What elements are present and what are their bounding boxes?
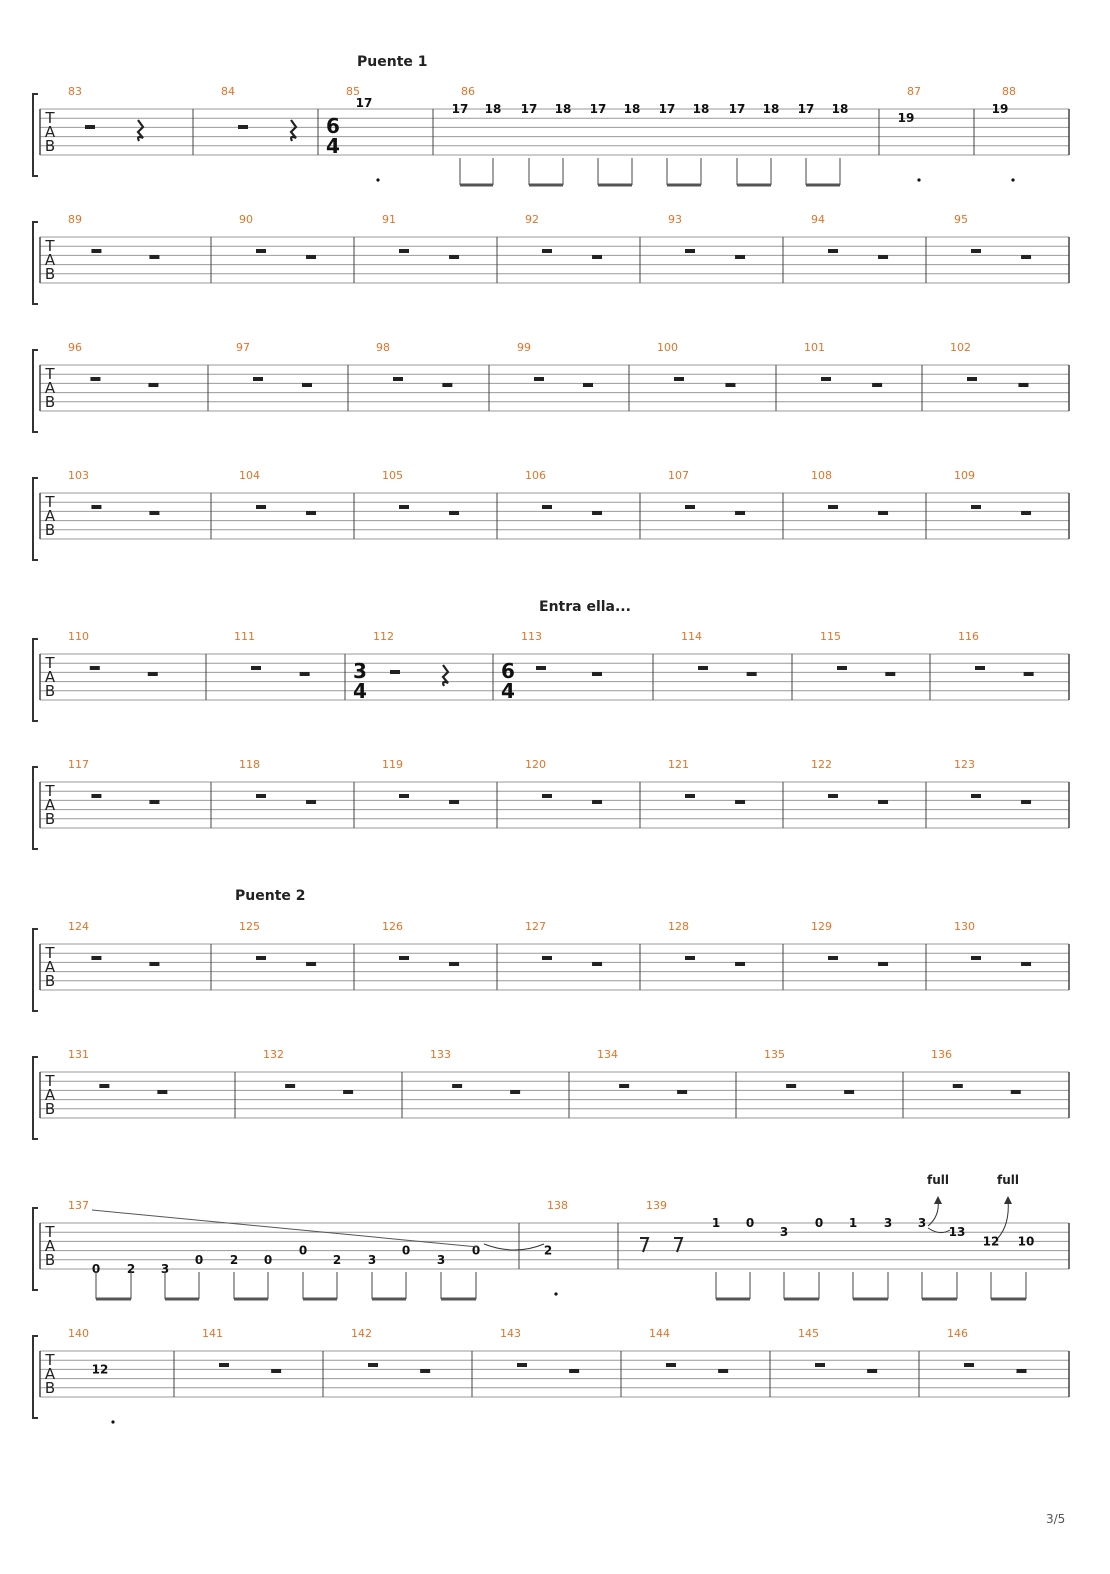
half-rest: [583, 383, 593, 387]
measure-number: 90: [239, 213, 253, 226]
fret-number: 0: [263, 1252, 273, 1267]
half-rest: [251, 666, 261, 670]
time-signature-numerator: 6: [501, 659, 515, 683]
measure-number: 89: [68, 213, 82, 226]
measure-number: 104: [239, 469, 260, 482]
system-bracket: [33, 94, 38, 176]
half-rest: [971, 794, 981, 798]
rhythm-dot: [1011, 178, 1014, 181]
half-rest: [592, 800, 602, 804]
section-label-puente-2: Puente 2: [235, 888, 306, 904]
half-rest: [872, 383, 882, 387]
measure-number: 86: [461, 85, 475, 98]
fret-number: 10: [1017, 1234, 1035, 1249]
half-rest: [685, 956, 695, 960]
tab-clef-letter: T: [45, 493, 55, 511]
measure-number: 115: [820, 630, 841, 643]
half-rest: [449, 800, 459, 804]
measure-number: 134: [597, 1048, 618, 1061]
half-rest: [828, 794, 838, 798]
fret-number: 2: [229, 1252, 239, 1267]
fret-number: 19: [897, 111, 915, 126]
system-bracket: [33, 478, 38, 560]
half-rest: [786, 1084, 796, 1088]
half-rest: [302, 383, 312, 387]
measure-number: 97: [236, 341, 250, 354]
measure-number: 144: [649, 1327, 670, 1340]
system-bracket: [33, 222, 38, 304]
fret-number: 0: [298, 1243, 308, 1258]
half-rest: [306, 255, 316, 259]
time-signature-numerator: 3: [353, 659, 367, 683]
fret-number: 18: [831, 102, 849, 116]
system-bracket: [33, 1208, 38, 1290]
half-rest: [735, 255, 745, 259]
half-rest: [449, 511, 459, 515]
half-rest: [837, 666, 847, 670]
measure-number: 85: [346, 85, 360, 98]
half-rest: [878, 800, 888, 804]
tab-clef-letter: A: [44, 123, 56, 141]
tab-clef-letter: A: [44, 507, 56, 525]
fret-number: 18: [484, 102, 502, 116]
half-rest: [442, 383, 452, 387]
measure-number: 141: [202, 1327, 223, 1340]
half-rest: [306, 800, 316, 804]
fret-number: 12: [982, 1234, 1000, 1249]
measure-number: 91: [382, 213, 396, 226]
measure-number: 114: [681, 630, 702, 643]
fret-number: 0: [194, 1252, 204, 1267]
half-rest: [674, 377, 684, 381]
half-rest: [1021, 255, 1031, 259]
half-rest: [1021, 511, 1031, 515]
time-signature-numerator: 6: [326, 114, 340, 138]
fret-number: 0: [814, 1216, 824, 1230]
fret-number: 2: [543, 1243, 553, 1258]
half-rest: [256, 794, 266, 798]
eighth-rest: [640, 1238, 648, 1252]
quarter-rest: [443, 665, 448, 686]
half-rest: [256, 249, 266, 253]
measure-number: 145: [798, 1327, 819, 1340]
measure-number: 120: [525, 758, 546, 771]
fret-number: 0: [401, 1243, 411, 1258]
fret-number: 18: [762, 102, 780, 116]
measure-number: 92: [525, 213, 539, 226]
half-rest: [878, 962, 888, 966]
half-rest: [1017, 1369, 1027, 1373]
half-rest: [420, 1369, 430, 1373]
half-rest: [592, 962, 602, 966]
half-rest: [821, 377, 831, 381]
half-rest: [878, 511, 888, 515]
measure-number: 113: [521, 630, 542, 643]
half-rest: [698, 666, 708, 670]
fret-number: 0: [745, 1216, 755, 1230]
half-rest: [90, 666, 100, 670]
bend-arrowhead: [934, 1196, 942, 1204]
tab-clef-letter: B: [44, 972, 56, 990]
half-rest: [953, 1084, 963, 1088]
measure-number: 96: [68, 341, 82, 354]
half-rest: [148, 672, 158, 676]
fret-number: 17: [589, 102, 607, 116]
half-rest: [685, 249, 695, 253]
half-rest: [542, 956, 552, 960]
tab-clef-letter: A: [44, 379, 56, 397]
fret-number: 1: [848, 1216, 858, 1230]
half-rest: [844, 1090, 854, 1094]
half-rest: [592, 511, 602, 515]
tab-clef-letter: B: [44, 1100, 56, 1118]
measure-number: 121: [668, 758, 689, 771]
measure-number: 103: [68, 469, 89, 482]
half-rest: [99, 1084, 109, 1088]
tab-clef-letter: T: [45, 1223, 55, 1241]
tab-clef-letter: B: [44, 393, 56, 411]
half-rest: [343, 1090, 353, 1094]
measure-number: 94: [811, 213, 825, 226]
system-bracket: [33, 1057, 38, 1139]
tab-clef-letter: A: [44, 1365, 56, 1383]
tab-clef-letter: B: [44, 137, 56, 155]
measure-number: 123: [954, 758, 975, 771]
half-rest: [1011, 1090, 1021, 1094]
measure-number: 95: [954, 213, 968, 226]
fret-number: 19: [991, 102, 1009, 116]
tab-clef-letter: B: [44, 521, 56, 539]
half-rest: [971, 505, 981, 509]
measure-number: 112: [373, 630, 394, 643]
half-rest: [828, 505, 838, 509]
rhythm-dot: [376, 178, 379, 181]
half-rest: [964, 1363, 974, 1367]
measure-number: 108: [811, 469, 832, 482]
half-rest: [91, 794, 101, 798]
time-signature-denominator: 4: [353, 679, 367, 703]
fret-number: 12: [91, 1362, 109, 1377]
half-rest: [149, 511, 159, 515]
half-rest: [975, 666, 985, 670]
half-rest: [867, 1369, 877, 1373]
fret-number: 3: [367, 1252, 377, 1267]
half-rest: [399, 794, 409, 798]
tab-clef-letter: A: [44, 1237, 56, 1255]
tab-clef-letter: T: [45, 944, 55, 962]
measure-number: 146: [947, 1327, 968, 1340]
half-rest: [219, 1363, 229, 1367]
half-rest: [1018, 383, 1028, 387]
half-rest: [393, 377, 403, 381]
half-rest: [735, 511, 745, 515]
tab-clef-letter: T: [45, 1072, 55, 1090]
fret-number: 3: [436, 1252, 446, 1267]
half-rest: [619, 1084, 629, 1088]
measure-number: 133: [430, 1048, 451, 1061]
half-rest: [449, 255, 459, 259]
measure-number: 102: [950, 341, 971, 354]
measure-number: 100: [657, 341, 678, 354]
section-label-entra-ella: Entra ella...: [539, 599, 631, 615]
half-rest: [452, 1084, 462, 1088]
half-rest: [306, 962, 316, 966]
half-rest: [149, 255, 159, 259]
fret-number: 17: [728, 102, 746, 116]
half-rest: [1021, 800, 1031, 804]
measure-number: 87: [907, 85, 921, 98]
tab-clef-letter: T: [45, 109, 55, 127]
quarter-rest: [138, 120, 143, 141]
tab-clef-letter: T: [45, 237, 55, 255]
half-rest: [1021, 962, 1031, 966]
measure-number: 129: [811, 920, 832, 933]
quarter-rest: [291, 120, 296, 141]
half-rest: [517, 1363, 527, 1367]
fret-number: 3: [883, 1216, 893, 1230]
half-rest: [390, 670, 400, 674]
half-rest: [510, 1090, 520, 1094]
fret-number: 17: [451, 102, 469, 116]
measure-number: 106: [525, 469, 546, 482]
measure-number: 119: [382, 758, 403, 771]
fret-number: 13: [948, 1225, 966, 1240]
measure-number: 130: [954, 920, 975, 933]
tab-clef-letter: B: [44, 1251, 56, 1269]
half-rest: [85, 125, 95, 129]
tab-clef-letter: A: [44, 251, 56, 269]
measure-number: 83: [68, 85, 82, 98]
half-rest: [828, 956, 838, 960]
measure-number: 88: [1002, 85, 1016, 98]
half-rest: [399, 249, 409, 253]
half-rest: [735, 962, 745, 966]
half-rest: [971, 956, 981, 960]
half-rest: [592, 255, 602, 259]
half-rest: [90, 377, 100, 381]
measure-number: 105: [382, 469, 403, 482]
fret-number: 17: [520, 102, 538, 116]
half-rest: [449, 962, 459, 966]
half-rest: [157, 1090, 167, 1094]
half-rest: [666, 1363, 676, 1367]
tab-clef-letter: T: [45, 782, 55, 800]
half-rest: [91, 249, 101, 253]
rhythm-dot: [111, 1420, 114, 1423]
fret-number: 2: [332, 1252, 342, 1267]
measure-number: 93: [668, 213, 682, 226]
half-rest: [300, 672, 310, 676]
half-rest: [91, 956, 101, 960]
tab-clef-letter: T: [45, 654, 55, 672]
measure-number: 143: [500, 1327, 521, 1340]
bend-label: full: [997, 1173, 1019, 1187]
fret-number: 0: [91, 1262, 101, 1276]
half-rest: [368, 1363, 378, 1367]
fret-number: 17: [797, 102, 815, 116]
system-bracket: [33, 639, 38, 721]
half-rest: [399, 956, 409, 960]
measure-number: 98: [376, 341, 390, 354]
half-rest: [685, 505, 695, 509]
half-rest: [542, 505, 552, 509]
measure-number: 101: [804, 341, 825, 354]
tab-clef-letter: A: [44, 668, 56, 686]
bend-label: full: [927, 1173, 949, 1187]
measure-number: 122: [811, 758, 832, 771]
tab-clef-letter: A: [44, 796, 56, 814]
measure-number: 111: [234, 630, 255, 643]
page-number: 3/5: [1046, 1512, 1066, 1526]
fret-number: 17: [658, 102, 676, 116]
rhythm-dot: [554, 1292, 557, 1295]
measure-number: 118: [239, 758, 260, 771]
half-rest: [91, 505, 101, 509]
fret-number: 3: [779, 1225, 789, 1240]
system-bracket: [33, 1336, 38, 1418]
tab-clef-letter: B: [44, 1379, 56, 1397]
tab-clef-letter: A: [44, 1086, 56, 1104]
tab-clef-letter: B: [44, 810, 56, 828]
tab-clef-letter: B: [44, 682, 56, 700]
measure-number: 84: [221, 85, 235, 98]
time-signature-denominator: 4: [501, 679, 515, 703]
measure-number: 127: [525, 920, 546, 933]
half-rest: [148, 383, 158, 387]
measure-number: 116: [958, 630, 979, 643]
fret-number: 18: [623, 102, 641, 116]
tab-clef-letter: T: [45, 365, 55, 383]
measure-number: 136: [931, 1048, 952, 1061]
half-rest: [685, 794, 695, 798]
half-rest: [534, 377, 544, 381]
tab-clef-letter: A: [44, 958, 56, 976]
measure-number: 99: [517, 341, 531, 354]
eighth-rest: [674, 1238, 682, 1252]
half-rest: [253, 377, 263, 381]
half-rest: [306, 511, 316, 515]
fret-number: 3: [160, 1262, 170, 1276]
measure-number: 117: [68, 758, 89, 771]
half-rest: [256, 505, 266, 509]
half-rest: [238, 125, 248, 129]
fret-number: 18: [554, 102, 572, 116]
half-rest: [747, 672, 757, 676]
half-rest: [815, 1363, 825, 1367]
half-rest: [592, 672, 602, 676]
measure-number: 142: [351, 1327, 372, 1340]
fret-number: 18: [692, 102, 710, 116]
half-rest: [399, 505, 409, 509]
half-rest: [828, 249, 838, 253]
half-rest: [271, 1369, 281, 1373]
half-rest: [256, 956, 266, 960]
measure-number: 132: [263, 1048, 284, 1061]
fret-number: 0: [471, 1243, 481, 1258]
system-bracket: [33, 350, 38, 432]
measure-number: 128: [668, 920, 689, 933]
measure-number: 138: [547, 1199, 568, 1212]
half-rest: [149, 800, 159, 804]
half-rest: [967, 377, 977, 381]
half-rest: [718, 1369, 728, 1373]
half-rest: [542, 249, 552, 253]
system-bracket: [33, 929, 38, 1011]
measure-number: 140: [68, 1327, 89, 1340]
measure-number: 125: [239, 920, 260, 933]
rhythm-dot: [917, 178, 920, 181]
tab-clef-letter: T: [45, 1351, 55, 1369]
half-rest: [536, 666, 546, 670]
fret-number: 17: [355, 96, 373, 110]
half-rest: [677, 1090, 687, 1094]
half-rest: [285, 1084, 295, 1088]
half-rest: [735, 800, 745, 804]
measure-number: 124: [68, 920, 89, 933]
fret-number: 3: [917, 1216, 927, 1230]
measure-number: 107: [668, 469, 689, 482]
measure-number: 135: [764, 1048, 785, 1061]
measure-number: 137: [68, 1199, 89, 1212]
fret-number: 2: [126, 1262, 136, 1276]
section-label-puente-1: Puente 1: [357, 54, 428, 70]
measure-number: 131: [68, 1048, 89, 1061]
time-signature-denominator: 4: [326, 134, 340, 158]
half-rest: [971, 249, 981, 253]
fret-number: 1: [711, 1216, 721, 1230]
half-rest: [878, 255, 888, 259]
measure-number: 109: [954, 469, 975, 482]
bend-arrowhead: [1004, 1196, 1012, 1204]
tab-clef-letter: B: [44, 265, 56, 283]
half-rest: [569, 1369, 579, 1373]
measure-number: 110: [68, 630, 89, 643]
half-rest: [725, 383, 735, 387]
half-rest: [542, 794, 552, 798]
system-bracket: [33, 767, 38, 849]
measure-number: 139: [646, 1199, 667, 1212]
measure-number: 126: [382, 920, 403, 933]
tie-arc: [484, 1244, 544, 1250]
half-rest: [149, 962, 159, 966]
half-rest: [885, 672, 895, 676]
half-rest: [1024, 672, 1034, 676]
